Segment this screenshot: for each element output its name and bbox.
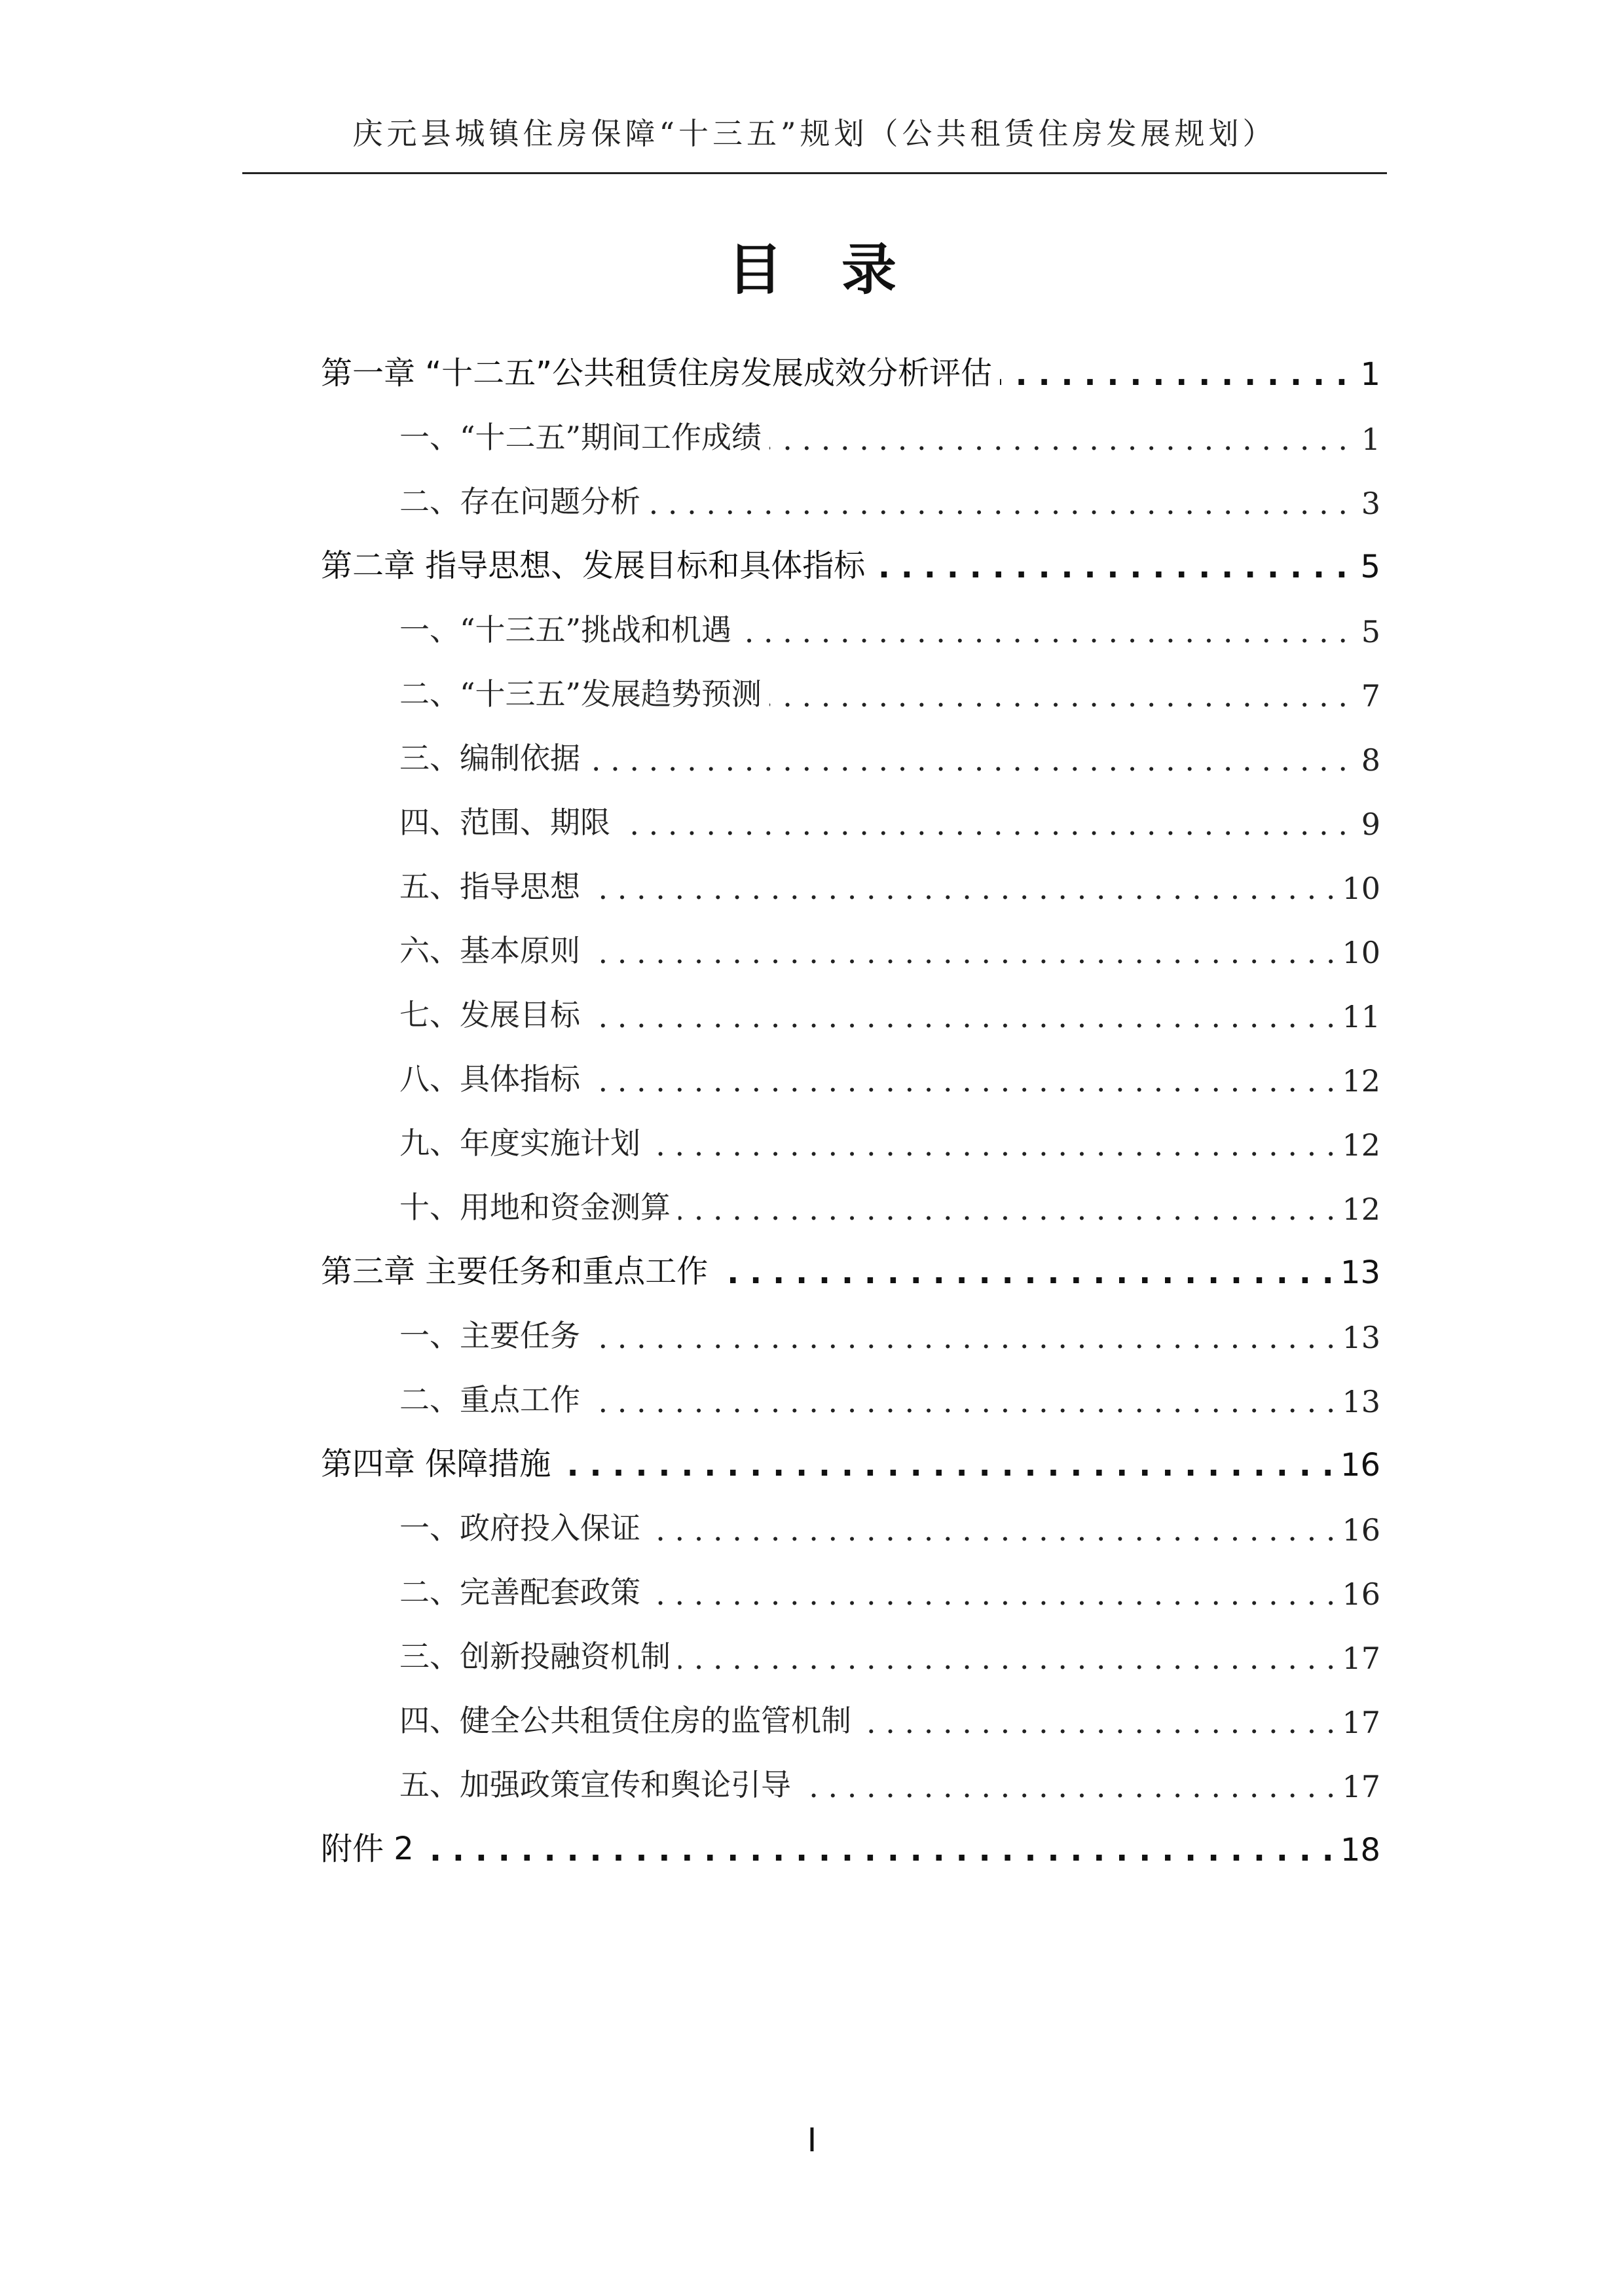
toc-entry[interactable] bbox=[399, 1374, 1380, 1419]
toc-entry-page: 16 bbox=[1342, 1512, 1380, 1548]
toc-leader-dots bbox=[769, 680, 1348, 710]
toc-entry-page: 13 bbox=[1342, 1384, 1380, 1419]
toc-entry[interactable] bbox=[399, 1502, 1380, 1548]
toc-entry[interactable] bbox=[321, 1823, 1380, 1868]
toc-entry-page: 10 bbox=[1342, 935, 1380, 970]
toc-entry-label: 五、加强政策宣传和舆论引导 bbox=[399, 1767, 791, 1802]
toc-entry-label: 四、健全公共租赁住房的监管机制 bbox=[399, 1703, 851, 1738]
toc-entry-label: 一、主要任务 bbox=[399, 1318, 580, 1353]
toc-entry-page: 8 bbox=[1361, 742, 1380, 778]
toc-entry-label: 二、重点工作 bbox=[399, 1382, 580, 1417]
toc-entry[interactable] bbox=[399, 411, 1380, 457]
toc-leader-dots bbox=[588, 1385, 1335, 1415]
toc-entry-label: 第二章 指导思想、发展目标和具体指标 bbox=[321, 547, 866, 584]
running-header: 庆元县城镇住房保障“十三五”规划（公共租赁住房发展规划） bbox=[352, 116, 1277, 151]
toc-entry[interactable] bbox=[399, 989, 1380, 1034]
toc-entry[interactable] bbox=[321, 539, 1380, 585]
toc-entry-label: 四、范围、期限 bbox=[399, 805, 610, 840]
toc-leader-dots bbox=[648, 1514, 1335, 1544]
toc-entry[interactable] bbox=[399, 860, 1380, 906]
toc-entry-label: 第三章 主要任务和重点工作 bbox=[321, 1253, 709, 1290]
toc-leader-dots bbox=[1000, 357, 1348, 389]
toc-leader-dots bbox=[559, 1448, 1334, 1480]
toc-entry[interactable] bbox=[399, 475, 1380, 521]
toc-entry-page: 1 bbox=[1360, 356, 1380, 393]
toc-entry[interactable] bbox=[399, 1117, 1380, 1163]
toc-entry-label: 一、“十三五”挑战和机遇 bbox=[399, 612, 732, 647]
toc-entry[interactable] bbox=[399, 1053, 1380, 1099]
toc-entry-label: 五、指导思想 bbox=[399, 869, 580, 904]
toc-entry-label: 附件 2 bbox=[321, 1831, 414, 1867]
toc-entry-page: 16 bbox=[1340, 1447, 1380, 1484]
toc-entry-page: 17 bbox=[1342, 1641, 1380, 1676]
toc-entry-page: 11 bbox=[1342, 999, 1380, 1034]
toc-entry[interactable] bbox=[399, 924, 1380, 970]
toc-leader-dots bbox=[678, 1642, 1335, 1672]
toc-entry[interactable] bbox=[399, 796, 1380, 842]
toc-leader-dots bbox=[588, 1065, 1335, 1095]
toc-entry[interactable] bbox=[399, 604, 1380, 649]
toc-entry[interactable] bbox=[399, 732, 1380, 778]
page-title: 目录 bbox=[727, 238, 955, 302]
toc-entry-label: 七、发展目标 bbox=[399, 997, 580, 1032]
toc-entry-label: 三、编制依据 bbox=[399, 740, 580, 776]
toc-entry-page: 5 bbox=[1360, 549, 1380, 585]
toc-entry[interactable] bbox=[321, 1245, 1380, 1291]
toc-leader-dots bbox=[588, 936, 1335, 966]
toc-leader-dots bbox=[422, 1833, 1334, 1865]
toc-entry-page: 17 bbox=[1342, 1769, 1380, 1804]
toc-entry-page: 9 bbox=[1361, 807, 1380, 842]
toc-entry-page: 5 bbox=[1361, 614, 1380, 649]
toc-leader-dots bbox=[648, 1578, 1335, 1608]
toc-leader-dots bbox=[678, 1193, 1335, 1223]
toc-leader-dots bbox=[588, 872, 1335, 902]
toc-entry-page: 3 bbox=[1361, 486, 1380, 521]
toc-entry[interactable] bbox=[399, 1566, 1380, 1612]
toc-entry-page: 12 bbox=[1342, 1192, 1380, 1227]
toc-entry[interactable] bbox=[399, 1694, 1380, 1740]
toc-entry-page: 12 bbox=[1342, 1063, 1380, 1099]
toc-entry[interactable] bbox=[399, 668, 1380, 714]
toc-leader-dots bbox=[769, 423, 1348, 453]
toc-entry-page: 13 bbox=[1342, 1320, 1380, 1355]
toc-entry[interactable] bbox=[399, 1309, 1380, 1355]
toc-entry-label: 二、完善配套政策 bbox=[399, 1575, 640, 1610]
toc-leader-dots bbox=[716, 1256, 1334, 1287]
toc-entry-page: 16 bbox=[1342, 1576, 1380, 1612]
toc-entry-label: 一、“十二五”期间工作成绩 bbox=[399, 420, 762, 455]
toc-entry-label: 第一章 “十二五”公共租赁住房发展成效分析评估 bbox=[321, 355, 992, 392]
toc-entry-label: 十、用地和资金测算 bbox=[399, 1190, 671, 1225]
toc-entry-page: 17 bbox=[1342, 1705, 1380, 1740]
toc-entry-label: 六、基本原则 bbox=[399, 933, 580, 968]
toc-entry[interactable] bbox=[321, 347, 1380, 393]
toc-entry-page: 18 bbox=[1340, 1832, 1380, 1868]
toc-entry[interactable] bbox=[399, 1758, 1380, 1804]
header-divider bbox=[242, 172, 1387, 174]
toc-entry-label: 二、“十三五”发展趋势预测 bbox=[399, 676, 762, 712]
toc-entry-label: 八、具体指标 bbox=[399, 1061, 580, 1097]
toc-leader-dots bbox=[873, 550, 1348, 581]
toc-entry-label: 一、政府投入保证 bbox=[399, 1510, 640, 1546]
page-number: I bbox=[807, 2121, 817, 2159]
toc-entry-label: 二、存在问题分析 bbox=[399, 484, 640, 519]
toc-leader-dots bbox=[648, 1129, 1335, 1159]
toc-entry-page: 13 bbox=[1340, 1254, 1380, 1291]
toc-leader-dots bbox=[588, 744, 1348, 774]
toc-leader-dots bbox=[799, 1770, 1335, 1800]
toc-entry[interactable] bbox=[321, 1438, 1380, 1484]
toc-entry[interactable] bbox=[399, 1181, 1380, 1227]
toc-entry-label: 三、创新投融资机制 bbox=[399, 1639, 671, 1674]
toc-leader-dots bbox=[588, 1321, 1335, 1351]
toc-leader-dots bbox=[739, 615, 1348, 646]
toc-leader-dots bbox=[648, 487, 1348, 517]
toc-entry-page: 1 bbox=[1361, 422, 1380, 457]
toc-entry-label: 第四章 保障措施 bbox=[321, 1446, 551, 1482]
toc-leader-dots bbox=[859, 1706, 1335, 1736]
toc-entry-page: 7 bbox=[1361, 678, 1380, 714]
toc-leader-dots bbox=[588, 1000, 1335, 1030]
toc-leader-dots bbox=[618, 808, 1348, 838]
toc-entry-page: 12 bbox=[1342, 1127, 1380, 1163]
toc-entry-page: 10 bbox=[1342, 871, 1380, 906]
toc-entry[interactable] bbox=[399, 1630, 1380, 1676]
toc-entry-label: 九、年度实施计划 bbox=[399, 1125, 640, 1161]
